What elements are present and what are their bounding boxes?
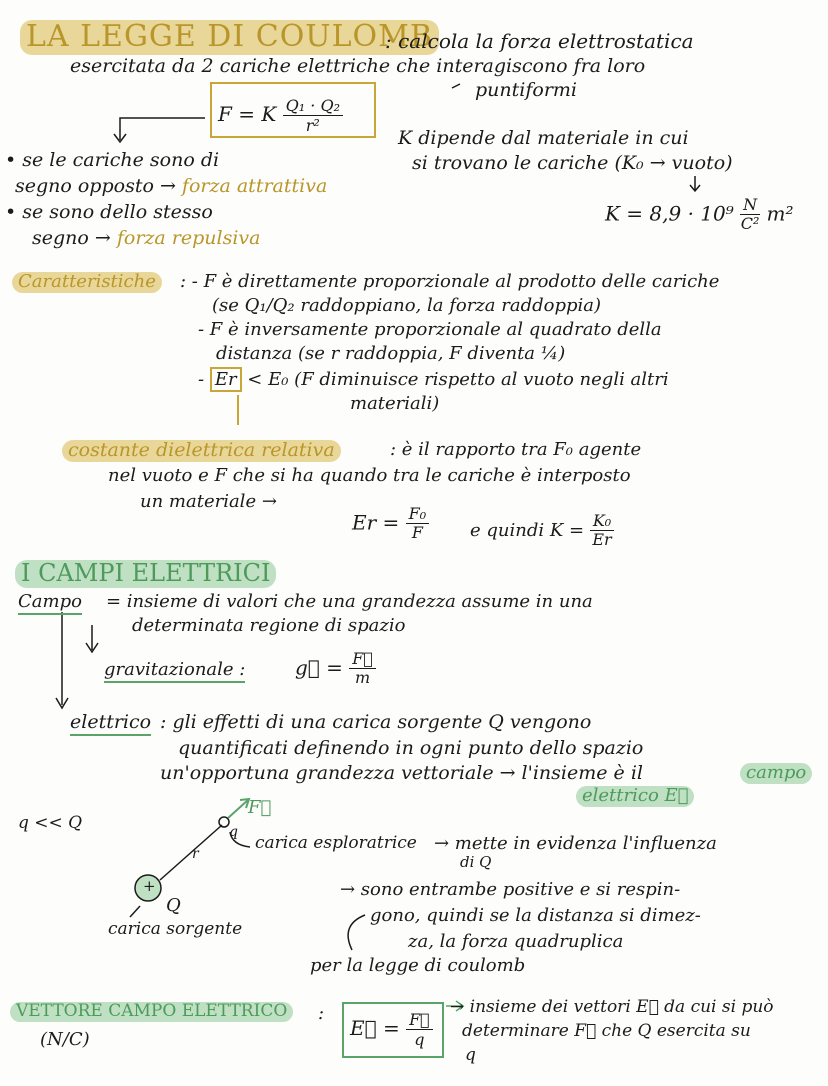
coulomb-title: LA LEGGE DI COULOMB xyxy=(20,20,439,55)
k-note-1: K dipende dal materiale in cui xyxy=(398,127,689,149)
caratteristiche-line-2: (se Q₁/Q₂ raddoppiano, la forza raddoppia) xyxy=(212,295,602,316)
campo-label: Campo xyxy=(18,592,82,615)
caratteristiche-line-6: materiali) xyxy=(350,393,440,414)
same-result: forza repulsiva xyxy=(116,227,261,249)
caratteristiche-line-4: distanza (se r raddoppia, F diventa ¼) xyxy=(216,343,566,364)
vettore-den: q xyxy=(414,1030,425,1049)
campo-def-1: = insieme di valori che una grandezza assume in una xyxy=(106,591,593,612)
elet-line-3: un'opportuna grandezza vettoriale → l'insieme è il xyxy=(160,762,643,784)
esploratrice-label: carica esploratrice xyxy=(255,833,417,853)
dielettrica-line-1: : è il rapporto tra F₀ agente xyxy=(390,439,642,460)
elet-label: elettrico xyxy=(70,712,151,736)
er-den: F xyxy=(411,523,423,543)
er-num: F₀ xyxy=(406,505,430,524)
vettore-lhs: E⃗ = xyxy=(350,1016,400,1040)
k-note-2: si trovano le cariche (K₀ → vuoto) xyxy=(412,152,733,174)
vettore-desc-1: → insieme dei vettori E⃗ da cui si può xyxy=(450,997,774,1017)
coulomb-formula-num: Q₁ · Q₂ xyxy=(283,96,343,116)
k-units-den: C² xyxy=(740,214,760,234)
grav-formula: g⃗ = $\frac{F⃗}{m}$ xyxy=(295,650,376,688)
pos-line-4: per la legge di coulomb xyxy=(310,955,526,976)
coulomb-formula-box xyxy=(210,82,376,138)
k-value: K = 8,9 · 10⁹ $\frac{N}{\text{C²}}$ m² xyxy=(605,195,794,234)
vettore-num: F⃗ xyxy=(406,1010,433,1030)
coulomb-intro-3: puntiformi xyxy=(475,79,577,101)
caratteristiche-line-5: - Εr < Ε₀ (F diminuisce rispetto al vuoto negli altri xyxy=(198,369,669,390)
er-box: Εr xyxy=(210,367,242,392)
plus-sign: + xyxy=(143,877,156,895)
vettore-colon: : xyxy=(318,1003,325,1024)
campi-title: I CAMPI ELETTRICI xyxy=(15,560,276,588)
vettore-title: VETTORE CAMPO ELETTRICO xyxy=(10,1002,293,1022)
k-units-tail: m² xyxy=(766,201,794,226)
same-line-2: segno → forza repulsiva xyxy=(32,227,261,249)
k-rel-den: Εr xyxy=(592,530,612,550)
grav-den: m xyxy=(355,668,371,688)
dielettrica-label: costante dielettrica relativa xyxy=(62,440,341,462)
k-rel-num: K₀ xyxy=(590,512,614,531)
k-units-num: N xyxy=(740,196,760,215)
sorgente-label: carica sorgente xyxy=(108,919,243,939)
er-formula: Εr = $\frac{\text{F₀}}{F}$ xyxy=(352,505,429,543)
coulomb-formula-fraction xyxy=(283,96,343,135)
elet-highlight-2: elettrico E⃗ xyxy=(576,786,694,807)
coulomb-formula-lhs: F = K xyxy=(218,102,277,126)
opposite-line-2: segno opposto → forza attrattiva xyxy=(15,175,328,197)
qq-relation: q << Q xyxy=(18,813,83,833)
Q-label: Q xyxy=(166,895,181,916)
vettore-desc-2: determinare F⃗ che Q esercita su xyxy=(462,1021,751,1041)
mette-line-1: → mette in evidenza l'influenza xyxy=(434,833,717,854)
pos-line-3: za, la forza quadruplica xyxy=(408,931,624,952)
force-label: F⃗ xyxy=(248,797,272,818)
coulomb-formula-den: r² xyxy=(305,116,320,135)
r-label: r xyxy=(192,846,199,862)
coulomb-intro-1: : calcola la forza elettrostatica xyxy=(385,29,694,53)
vettore-desc-3: q xyxy=(465,1045,476,1065)
dielettrica-line-2: nel vuoto e F che si ha quando tra le cariche è interposto xyxy=(108,465,631,486)
vettore-units: (N/C) xyxy=(40,1029,90,1050)
grav-label: gravitazionale : xyxy=(104,660,245,683)
opposite-line-1: • se le cariche sono di xyxy=(5,149,220,171)
opposite-result: forza attrattiva xyxy=(181,175,328,197)
elet-line-2: quantificati definendo in ogni punto dello spazio xyxy=(178,737,644,759)
coulomb-intro-2: esercitata da 2 cariche elettriche che interagiscono fra loro xyxy=(70,55,646,77)
q-small-label: q xyxy=(229,824,238,840)
pos-line-2: gono, quindi se la distanza si dimez- xyxy=(370,905,701,926)
elet-highlight-1: campo xyxy=(740,763,812,784)
k-relation: e quindi K = $\frac{\text{K₀}}{Er}$ xyxy=(470,512,614,550)
caratteristiche-line-1: : - F è direttamente proporzionale al prodotto delle cariche xyxy=(180,271,720,292)
caratteristiche-label: Caratteristiche xyxy=(12,272,162,293)
caratteristiche-line-3: - F è inversamente proporzionale al quadrato della xyxy=(198,319,662,340)
mette-line-2: di Q xyxy=(460,853,492,871)
same-line-1: • se sono dello stesso xyxy=(5,201,213,223)
pos-line-1: → sono entrambe positive e si respin- xyxy=(340,879,681,900)
vettore-formula-box xyxy=(342,1002,444,1058)
elet-line-1: : gli effetti di una carica sorgente Q vengono xyxy=(160,711,592,733)
dielettrica-line-3: un materiale → xyxy=(140,491,277,512)
campo-def-2: determinata regione di spazio xyxy=(132,615,406,636)
grav-num: F⃗ xyxy=(349,650,376,669)
